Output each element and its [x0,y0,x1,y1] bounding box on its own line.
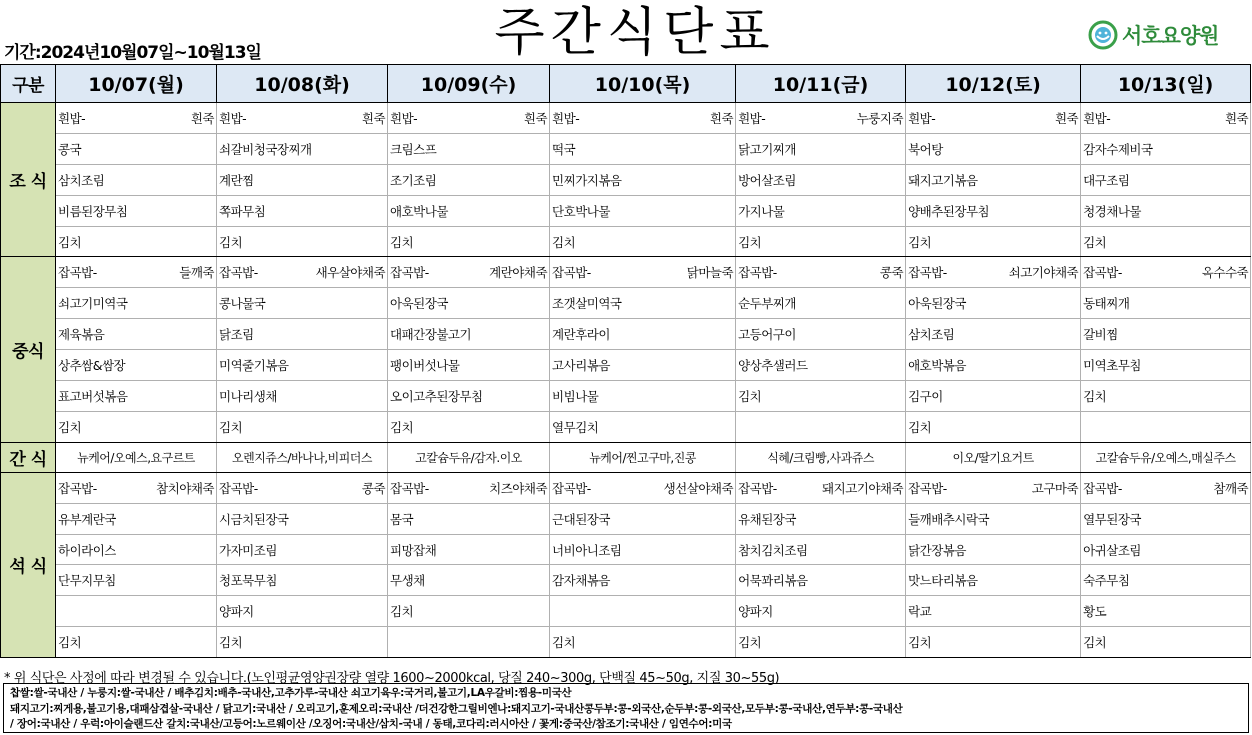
rice-cell: 잡곡밥- [1081,472,1147,503]
rice-cell: 잡곡밥- [550,257,616,288]
dish-cell: 황도 [1081,596,1251,627]
dish-cell: 닭조림 [217,319,388,350]
dish-cell: 열무김치 [550,411,736,442]
day-header: 10/13(일) [1081,65,1251,103]
dish-cell: 가자미조림 [217,534,388,565]
dish-cell: 대구조림 [1081,164,1251,195]
dish-cell: 김치 [217,226,388,257]
dish-cell: 계란후라이 [550,319,736,350]
lunch-row [1,257,1251,288]
lunch-row [1,350,1251,381]
rice-cell: 잡곡밥- [736,257,801,288]
dish-cell: 쇠갈비청국장찌개 [217,133,388,164]
dish-cell: 닭고기찌개 [736,133,906,164]
porridge-cell: 옥수수죽 [1147,257,1251,288]
meal-label-dinner: 석 식 [1,472,56,657]
dish-cell: 유채된장국 [736,503,906,534]
dish-cell: 청경채나물 [1081,195,1251,226]
menu-period: 기간:2024년10월07일~10월13일 [4,43,261,63]
dish-cell: 미나리생채 [217,381,388,412]
dish-cell: 참치김치조림 [736,534,906,565]
dish-cell: 맛느타리볶음 [906,565,1081,596]
day-header: 10/10(목) [550,65,736,103]
breakfast-row [1,133,1251,164]
porridge-cell: 콩죽 [801,257,906,288]
dish-cell: 김구이 [906,381,1081,412]
dish-cell: 몸국 [388,503,550,534]
rice-cell: 흰밥- [1081,103,1147,134]
dish-cell: 김치 [56,226,217,257]
dish-cell: 오이고추된장무침 [388,381,550,412]
origin-line: 찹쌀:쌀-국내산 / 누룽지:쌀-국내산 / 배추김치:배추-국내산,고추가루-국내산 쇠고기육우:국거리,불고기,LA우갈비:찜용-미국산 [10,687,572,699]
menu-body [1,103,1251,658]
porridge-cell: 흰죽 [454,103,550,134]
rice-cell: 흰밥- [56,103,120,134]
dish-cell: 북어탕 [906,133,1081,164]
dish-cell: 김치 [388,226,550,257]
origin-line: / 장어:국내산 / 우럭:아이슬랜드산 갈치:국내산/고등어:노르웨이산 /오징어:국내산/삼치-국내 / 동태,코다리:러시아산 / 꽃게:중국산/참조기:국내산 / 임연수어:미국 [10,718,732,730]
rice-cell: 흰밥- [217,103,280,134]
dish-cell: 고등어구이 [736,319,906,350]
dish-cell: 아욱된장국 [388,288,550,319]
dish-cell: 콩국 [56,133,217,164]
breakfast-row [1,164,1251,195]
lunch-row [1,288,1251,319]
dish-cell: 조기조림 [388,164,550,195]
dinner-row [1,503,1251,534]
weekly-menu-table [0,64,1251,658]
dish-cell: 떡국 [550,133,736,164]
dish-cell: 고사리볶음 [550,350,736,381]
dish-cell: 너비아니조림 [550,534,736,565]
day-header-row [1,65,1251,103]
rice-cell: 흰밥- [906,103,969,134]
dish-cell: 김치 [1081,381,1251,412]
porridge-cell: 흰죽 [120,103,217,134]
menu-change-note: * 위 식단은 사정에 따라 변경될 수 있습니다.(노인평균영양권장량 열량 1600~2000kcal, 당질 240~300g, 단백질 45~50g, 지질 30~55g) [4,671,780,686]
dish-cell: 애호박나물 [388,195,550,226]
porridge-cell: 흰죽 [1147,103,1251,134]
dish-cell: 돼지고기볶음 [906,164,1081,195]
dish-cell: 김치 [388,596,550,627]
dish-cell: 삼치조림 [906,319,1081,350]
dish-cell: 김치 [736,381,906,412]
breakfast-row [1,103,1251,134]
logo [1088,20,1218,50]
dish-cell: 민찌가지볶음 [550,164,736,195]
dish-cell: 닭간장볶음 [906,534,1081,565]
dish-cell [736,411,906,442]
snack-cell: 식혜/크림빵,사과쥬스 [736,442,906,472]
dinner-row [1,596,1251,627]
dish-cell: 근대된장국 [550,503,736,534]
day-header: 10/12(토) [906,65,1081,103]
dish-cell: 단호박나물 [550,195,736,226]
rice-cell: 흰밥- [550,103,616,134]
dish-cell: 김치 [56,627,217,658]
dinner-row [1,534,1251,565]
dish-cell: 피망잡채 [388,534,550,565]
dish-cell: 크림스프 [388,133,550,164]
rice-cell: 잡곡밥- [550,472,616,503]
rice-cell: 잡곡밥- [1081,257,1147,288]
dish-cell: 김치 [1081,627,1251,658]
dish-cell: 상추쌈&쌈장 [56,350,217,381]
logo-mark-icon [1088,20,1118,50]
dish-cell: 김치 [1081,226,1251,257]
dish-cell: 조갯살미역국 [550,288,736,319]
porridge-cell: 쇠고기야채죽 [969,257,1081,288]
dish-cell [56,596,217,627]
dish-cell: 김치 [217,411,388,442]
dish-cell: 감자채볶음 [550,565,736,596]
meal-label-lunch: 중식 [1,257,56,442]
rice-cell: 잡곡밥- [217,472,280,503]
dish-cell: 김치 [550,226,736,257]
dish-cell: 콩나물국 [217,288,388,319]
dish-cell: 들깨배추시락국 [906,503,1081,534]
rice-cell: 흰밥- [736,103,801,134]
porridge-cell: 참치야채죽 [120,472,217,503]
dish-cell: 청포묵무침 [217,565,388,596]
porridge-cell: 고구마죽 [969,472,1081,503]
dish-cell: 비빔나물 [550,381,736,412]
rice-cell: 흰밥- [388,103,454,134]
snack-row [1,442,1251,472]
porridge-cell: 들깨죽 [120,257,217,288]
dish-cell: 양배추된장무침 [906,195,1081,226]
breakfast-row [1,226,1251,257]
origin-info-box [3,683,1249,733]
dish-cell: 감자수제비국 [1081,133,1251,164]
dish-cell: 하이라이스 [56,534,217,565]
dish-cell: 김치 [906,411,1081,442]
rice-cell: 잡곡밥- [736,472,801,503]
dish-cell: 미역초무침 [1081,350,1251,381]
rice-cell: 잡곡밥- [388,472,454,503]
dish-cell: 아욱된장국 [906,288,1081,319]
rice-cell: 잡곡밥- [217,257,280,288]
porridge-cell: 참깨죽 [1147,472,1251,503]
porridge-cell: 돼지고기야채죽 [801,472,906,503]
day-header: 10/11(금) [736,65,906,103]
porridge-cell: 흰죽 [616,103,736,134]
origin-line: 돼지고기:찌게용,불고기용,대패삼겹살-국내산 / 닭고기:국내산 / 오리고기,훈제오리:국내산 /더건강한그릴비엔나:돼지고기-국내산콩두부:콩-외국산,순두부:콩-외국산,모두부:콩-국내산,연두부:콩-국내산 [10,702,903,715]
dish-cell: 동태찌개 [1081,288,1251,319]
porridge-cell: 흰죽 [280,103,388,134]
porridge-cell: 흰죽 [969,103,1081,134]
dish-cell: 쇠고기미역국 [56,288,217,319]
dish-cell: 무생채 [388,565,550,596]
snack-cell: 뉴케어/찐고구마,진콩 [550,442,736,472]
dish-cell: 김치 [217,627,388,658]
lunch-row [1,381,1251,412]
day-header: 10/08(화) [217,65,388,103]
dish-cell: 김치 [388,411,550,442]
dish-cell: 김치 [56,411,217,442]
rice-cell: 잡곡밥- [388,257,454,288]
category-header: 구분 [1,65,56,103]
rice-cell: 잡곡밥- [56,257,120,288]
snack-cell: 뉴케어/오예스,요구르트 [56,442,217,472]
dish-cell: 김치 [550,627,736,658]
dish-cell: 계란찜 [217,164,388,195]
dish-cell [388,627,550,658]
dish-cell [1081,411,1251,442]
meal-label-breakfast: 조 식 [1,103,56,257]
logo-text: 서호요양원 [1122,24,1219,48]
day-header: 10/07(월) [56,65,217,103]
dish-cell: 양파지 [217,596,388,627]
rice-cell: 잡곡밥- [56,472,120,503]
dish-cell: 가지나물 [736,195,906,226]
porridge-cell: 계란야채죽 [454,257,550,288]
dish-cell: 김치 [906,226,1081,257]
dinner-row [1,627,1251,658]
dish-cell: 쪽파무침 [217,195,388,226]
dish-cell: 아귀살조림 [1081,534,1251,565]
snack-cell: 고칼슘두유/감자.이오 [388,442,550,472]
dinner-row [1,472,1251,503]
meal-label-snack: 간 식 [1,442,56,472]
dinner-row [1,565,1251,596]
page-title: 주간식단표 [494,3,776,63]
dish-cell: 순두부찌개 [736,288,906,319]
dish-cell: 열무된장국 [1081,503,1251,534]
dish-cell: 방어살조림 [736,164,906,195]
dish-cell: 양파지 [736,596,906,627]
dish-cell: 미역줄기볶음 [217,350,388,381]
porridge-cell: 새우살야채죽 [280,257,388,288]
snack-cell: 이오/딸기요거트 [906,442,1081,472]
dish-cell: 양상추샐러드 [736,350,906,381]
dish-cell: 어묵꽈리볶음 [736,565,906,596]
day-header: 10/09(수) [388,65,550,103]
porridge-cell: 생선살야채죽 [616,472,736,503]
dish-cell: 유부계란국 [56,503,217,534]
dish-cell [550,596,736,627]
lunch-row [1,319,1251,350]
rice-cell: 잡곡밥- [906,257,969,288]
dish-cell: 김치 [906,627,1081,658]
dish-cell: 대패간장불고기 [388,319,550,350]
dish-cell: 비름된장무침 [56,195,217,226]
dish-cell: 락교 [906,596,1081,627]
porridge-cell: 닭마늘죽 [616,257,736,288]
breakfast-row [1,195,1251,226]
dish-cell: 제육볶음 [56,319,217,350]
porridge-cell: 콩죽 [280,472,388,503]
dish-cell: 갈비찜 [1081,319,1251,350]
snack-cell: 오렌지쥬스/바나나,비피더스 [217,442,388,472]
dish-cell: 삼치조림 [56,164,217,195]
dish-cell: 표고버섯볶음 [56,381,217,412]
snack-cell: 고칼슘두유/오예스,매실주스 [1081,442,1251,472]
dish-cell: 시금치된장국 [217,503,388,534]
lunch-row [1,411,1251,442]
dish-cell: 김치 [736,226,906,257]
rice-cell: 잡곡밥- [906,472,969,503]
dish-cell: 숙주무침 [1081,565,1251,596]
dish-cell: 애호박볶음 [906,350,1081,381]
dish-cell: 팽이버섯나물 [388,350,550,381]
dish-cell: 김치 [736,627,906,658]
porridge-cell: 치즈야채죽 [454,472,550,503]
dish-cell: 단무지무침 [56,565,217,596]
porridge-cell: 누룽지죽 [801,103,906,134]
